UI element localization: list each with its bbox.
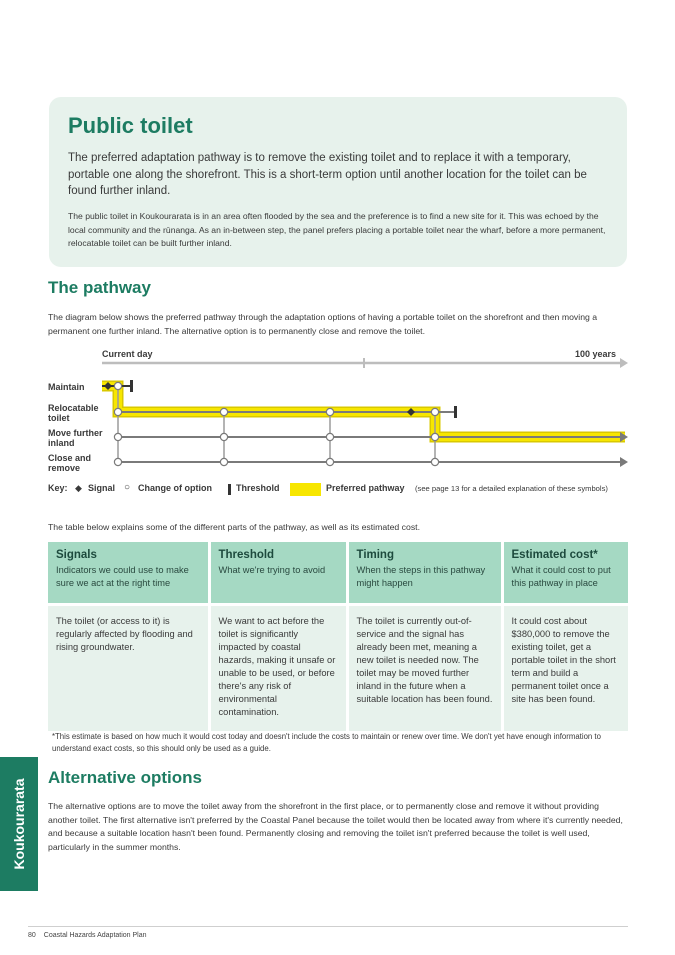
timeline-end-label: 100 years (574, 349, 616, 359)
cell-cost: It could cost about $380,000 to remove the existing toilet, get a portable toilet in the short term and build a permanent toilet once a site has been found. (502, 605, 628, 732)
timeline-start-label: Current day (102, 349, 153, 359)
alternatives-text: The alternative options are to move the toilet away from the shorefront in the first place, or to permanently close and remove it without providing another toilet. The first alternative isn't preferred by the Coastal Panel because the toilet would then be located away from where it's currently needed, and because a suitable location hasn't been found. Permanently closing and removing the toilet isn't preferred because the toilet is well used, particularly in the summer months. (48, 801, 623, 852)
change-node (326, 433, 333, 440)
pathway-description: The diagram below shows the preferred pathway through the adaptation options of having a portable toilet on the shorefront and then moving a permanent one further inland. The alternative option is to permanently close and remove the toilet. (48, 312, 598, 336)
legend-key: Key: (48, 483, 68, 493)
close-arrow (620, 457, 628, 467)
row-label-inland-1: Move further (48, 428, 103, 438)
table-header-signals (48, 542, 209, 605)
header-subtitle: What we're trying to avoid (218, 565, 326, 575)
change-node (114, 433, 121, 440)
cell-signals: The toilet (or access to it) is regularly affected by flooding and rising groundwater. (48, 605, 209, 732)
change-node (431, 408, 438, 415)
change-node (114, 382, 121, 389)
header-title: Threshold (218, 549, 275, 561)
header-subtitle: Indicators we could use to make sure we act at the right time (56, 565, 189, 588)
change-node (114, 458, 121, 465)
intro-lead: The preferred adaptation pathway is to remove the existing toilet and to replace it with a temporary, portable one along the shorefront. This is a short-term option until another location for the toilet can be found further inland. (68, 152, 587, 197)
table-row (48, 605, 628, 732)
change-of-option-icon: ○ (124, 482, 131, 493)
change-node (220, 408, 227, 415)
legend-note: (see page 13 for a detailed explanation of these symbols) (415, 484, 608, 493)
document-title: Coastal Hazards Adaptation Plan (43, 932, 147, 939)
threshold-icon (228, 484, 231, 495)
change-node (114, 408, 121, 415)
header-title: Signals (56, 549, 97, 561)
change-node (220, 433, 227, 440)
threshold-maintain (130, 380, 133, 392)
header-title: Estimated cost* (511, 549, 598, 561)
row-label-relocatable-1: Relocatable (48, 403, 99, 413)
change-node (431, 458, 438, 465)
header-subtitle: When the steps in this pathway might happen (356, 565, 486, 588)
row-label-inland-2: inland (48, 438, 75, 448)
table-header-cost (502, 542, 628, 605)
row-label-close-1: Close and (48, 453, 92, 463)
footer-divider (28, 926, 628, 927)
pathway-diagram (40, 342, 635, 477)
change-node (326, 408, 333, 415)
threshold-relocatable (454, 406, 457, 418)
cost-footnote: *This estimate is based on how much it would cost today and doesn't include the costs to maintain or renew over time. We don't yet have enough information to understand exact costs, so this should only be used as a guide. (52, 732, 601, 753)
table-header-timing (347, 542, 502, 605)
change-node (220, 458, 227, 465)
legend-preferred: Preferred pathway (326, 483, 405, 493)
diagram-legend (48, 483, 638, 497)
table-header-row (48, 542, 628, 605)
intro-body: The public toilet in Koukourarata is in an area often flooded by the sea and the preference is to find a new site for it. This was echoed by the local community and the rūnanga. As an in-between step, the panel prefers placing a portable toilet near the wharf, before a more permanent, relocatable toilet can be built further inland. (68, 211, 606, 248)
page-number: 80 (28, 932, 36, 939)
pathway-table (48, 542, 628, 731)
alternatives-heading: Alternative options (48, 768, 202, 787)
cell-timing: The toilet is currently out-of-service and the signal has already been met, meaning a new toilet is needed now. The toilet may be moved further inland in the future when a suitable location has been found. (347, 605, 502, 732)
row-label-close-2: remove (48, 463, 81, 473)
table-header-threshold (209, 542, 347, 605)
section-side-tab (0, 757, 38, 891)
legend-threshold: Threshold (236, 483, 280, 493)
cell-threshold: We want to act before the toilet is significantly impacted by coastal hazards, making it unsafe or unable to be used, or before there's any risk of environmental contamination. (209, 605, 347, 732)
row-label-relocatable-2: toilet (48, 413, 70, 423)
side-tab-label: Koukourarata (11, 778, 27, 870)
row-label-maintain: Maintain (48, 382, 85, 392)
change-node (431, 433, 438, 440)
change-node (326, 458, 333, 465)
header-subtitle: What it could cost to put this pathway in place (511, 565, 611, 588)
page-footer (28, 932, 147, 939)
page-title: Public toilet (68, 113, 193, 138)
timeline-arrow (620, 358, 628, 368)
pathway-heading: The pathway (48, 278, 151, 297)
signal-icon: ◆ (75, 483, 82, 493)
legend-signal: Signal (88, 483, 116, 493)
preferred-pathway-swatch (290, 483, 321, 496)
header-title: Timing (356, 549, 394, 561)
legend-change: Change of option (138, 483, 212, 493)
table-intro: The table below explains some of the different parts of the pathway, as well as its estimated cost. (48, 522, 420, 532)
